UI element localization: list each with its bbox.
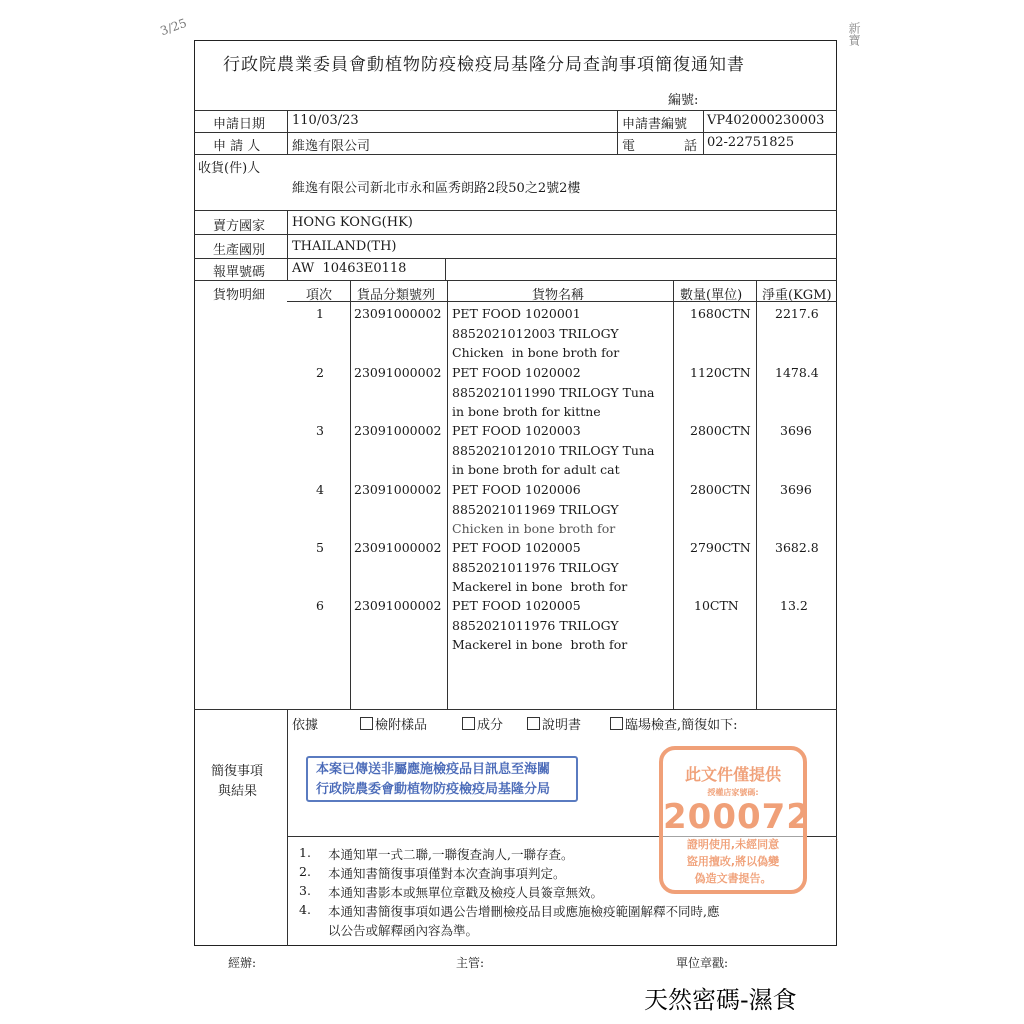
row-weight: 3682.8 (775, 540, 819, 555)
margin-note-right: 新寶 (847, 22, 861, 46)
row-weight: 13.2 (780, 598, 808, 613)
seller-country-value: HONG KONG(HK) (292, 215, 413, 230)
declaration-no-value: AW 10463E0118 (292, 261, 407, 276)
stamp-line-1: 本案已傳送非屬應施檢疫品目訊息至海關 (316, 762, 551, 777)
option-inspect-label: 臨場檢查,簡復如下: (625, 718, 738, 733)
note-4-number: 4. (299, 902, 311, 917)
checkbox-inspect[interactable] (610, 717, 623, 730)
watermark-line-3: 證明使用,未經同意 (686, 838, 780, 851)
row-hs-code: 23091000002 (354, 482, 442, 497)
consignee-label: 收貨(件)人 (198, 161, 261, 176)
row-name-line3: Chicken in bone broth for (452, 521, 616, 536)
watermark-line-1: 此文件僅提供 (684, 765, 781, 784)
stamp-line-2: 行政院農委會動植物防疫檢疫局基隆分局 (316, 782, 551, 797)
apply-date-value: 110/03/23 (292, 113, 359, 128)
col-header-weight: 淨重(KGM) (762, 288, 832, 303)
checkbox-ingredient[interactable] (462, 717, 475, 730)
option-sample-label: 檢附樣品 (375, 718, 428, 733)
note-3-text: 本通知書影本或無單位章戳及檢疫人員簽章無效。 (328, 885, 604, 900)
origin-country-label: 生產國別 (213, 243, 266, 258)
row-name-line1: PET FOOD 1020005 (452, 598, 581, 613)
serial-label: 編號: (668, 93, 699, 108)
row-name-line2: 8852021012010 TRILOGY Tuna (452, 442, 655, 458)
reply-label-2: 與結果 (218, 784, 258, 799)
note-3-number: 3. (299, 883, 311, 898)
row-name-line3: in bone broth for kittne (452, 404, 601, 419)
row-no: 6 (316, 598, 324, 613)
applicant-label: 申 請 人 (213, 139, 261, 154)
col-header-no: 項次 (306, 288, 333, 303)
document-title: 行政院農業委員會動植物防疫檢疫局基隆分局查詢事項簡復通知書 (223, 55, 745, 75)
margin-note-left: 3/25 (158, 15, 189, 39)
row-name-line3: in bone broth for adult cat (452, 462, 620, 477)
form-no-value: VP402000230003 (707, 113, 825, 128)
row-weight: 2217.6 (775, 306, 819, 321)
row-name-line3: Chicken in bone broth for (452, 345, 620, 360)
row-name-line2: 8852021012003 TRILOGY (452, 325, 619, 341)
col-header-hs: 貨品分類號列 (357, 288, 436, 303)
row-weight: 3696 (780, 482, 812, 497)
watermark-line-5: 偽造文書提告。 (694, 872, 772, 885)
note-4-continued: 以公告或解釋函內容為準。 (328, 923, 479, 938)
option-sample (360, 714, 427, 733)
row-name-line2: 8852021011976 TRILOGY (452, 617, 619, 633)
seller-country-label: 賣方國家 (213, 219, 266, 234)
row-qty: 10CTN (694, 598, 739, 613)
row-name-line2: 8852021011990 TRILOGY Tuna (452, 384, 655, 400)
row-name-line1: PET FOOD 1020002 (452, 365, 581, 380)
goods-section-label: 貨物明細 (213, 288, 266, 303)
col-header-qty: 數量(單位) (680, 288, 743, 303)
supervisor-label: 主管: (456, 956, 485, 970)
option-ingredient (462, 714, 503, 733)
phone-label-2: 話 (684, 139, 698, 154)
row-qty: 1680CTN (690, 306, 751, 321)
option-inspect (610, 714, 738, 733)
row-weight: 3696 (780, 423, 812, 438)
row-name-line3: Mackerel in bone broth for (452, 637, 628, 652)
row-hs-code: 23091000002 (354, 598, 442, 613)
declaration-no-label: 報單號碼 (213, 265, 266, 280)
col-header-name: 貨物名稱 (532, 288, 585, 303)
option-manual (527, 714, 581, 733)
row-name-line1: PET FOOD 1020005 (452, 540, 581, 555)
authorization-watermark (659, 746, 811, 894)
row-weight: 1478.4 (775, 365, 819, 380)
phone-label-1: 電 (622, 139, 636, 154)
note-1-number: 1. (299, 845, 311, 860)
row-no: 3 (316, 423, 324, 438)
row-no: 1 (316, 306, 324, 321)
row-hs-code: 23091000002 (354, 365, 442, 380)
origin-country-value: THAILAND(TH) (292, 239, 397, 254)
note-4-text: 本通知書簡復事項如遇公告增刪檢疫品目或應施檢疫範圍解釋不同時,應 (328, 904, 720, 919)
checkbox-sample[interactable] (360, 717, 373, 730)
row-qty: 2800CTN (690, 423, 751, 438)
row-no: 5 (316, 540, 324, 555)
checkbox-manual[interactable] (527, 717, 540, 730)
row-hs-code: 23091000002 (354, 306, 442, 321)
row-qty: 2800CTN (690, 482, 751, 497)
row-name-line1: PET FOOD 1020003 (452, 423, 581, 438)
row-hs-code: 23091000002 (354, 423, 442, 438)
caption: 天然密碼-濕食 (644, 986, 797, 1014)
option-manual-label: 說明書 (542, 718, 582, 733)
row-name-line1: PET FOOD 1020006 (452, 482, 581, 497)
blue-stamp (306, 756, 578, 802)
watermark-number: 200072 (663, 797, 811, 837)
phone-value: 02-22751825 (707, 135, 795, 150)
basis-label: 依據 (292, 718, 319, 733)
row-name-line1: PET FOOD 1020001 (452, 306, 581, 321)
row-qty: 1120CTN (690, 365, 751, 380)
row-hs-code: 23091000002 (354, 540, 442, 555)
row-name-line2: 8852021011969 TRILOGY (452, 501, 619, 517)
row-no: 4 (316, 482, 324, 497)
handler-label: 經辦: (228, 956, 257, 970)
note-2-text: 本通知書簡復事項僅對本次查詢事項判定。 (328, 866, 566, 881)
watermark-line-4: 盜用擅改,將以偽變 (686, 855, 780, 868)
consignee-value: 維逸有限公司新北市永和區秀朗路2段50之2號2樓 (292, 181, 581, 196)
reply-label-1: 簡復事項 (211, 764, 264, 779)
note-1-text: 本通知單一式二聯,一聯復查詢人,一聯存查。 (328, 847, 574, 862)
applicant-value: 維逸有限公司 (292, 139, 371, 154)
form-no-label: 申請書編號 (622, 117, 688, 132)
row-qty: 2790CTN (690, 540, 751, 555)
apply-date-label: 申請日期 (213, 117, 266, 132)
watermark-line-2: 授權店家號碼: (707, 788, 759, 797)
note-2-number: 2. (299, 864, 311, 879)
unit-seal-label: 單位章戳: (676, 956, 729, 970)
row-name-line2: 8852021011976 TRILOGY (452, 559, 619, 575)
option-ingredient-label: 成分 (477, 718, 504, 733)
row-name-line3: Mackerel in bone broth for (452, 579, 628, 594)
row-no: 2 (316, 365, 324, 380)
